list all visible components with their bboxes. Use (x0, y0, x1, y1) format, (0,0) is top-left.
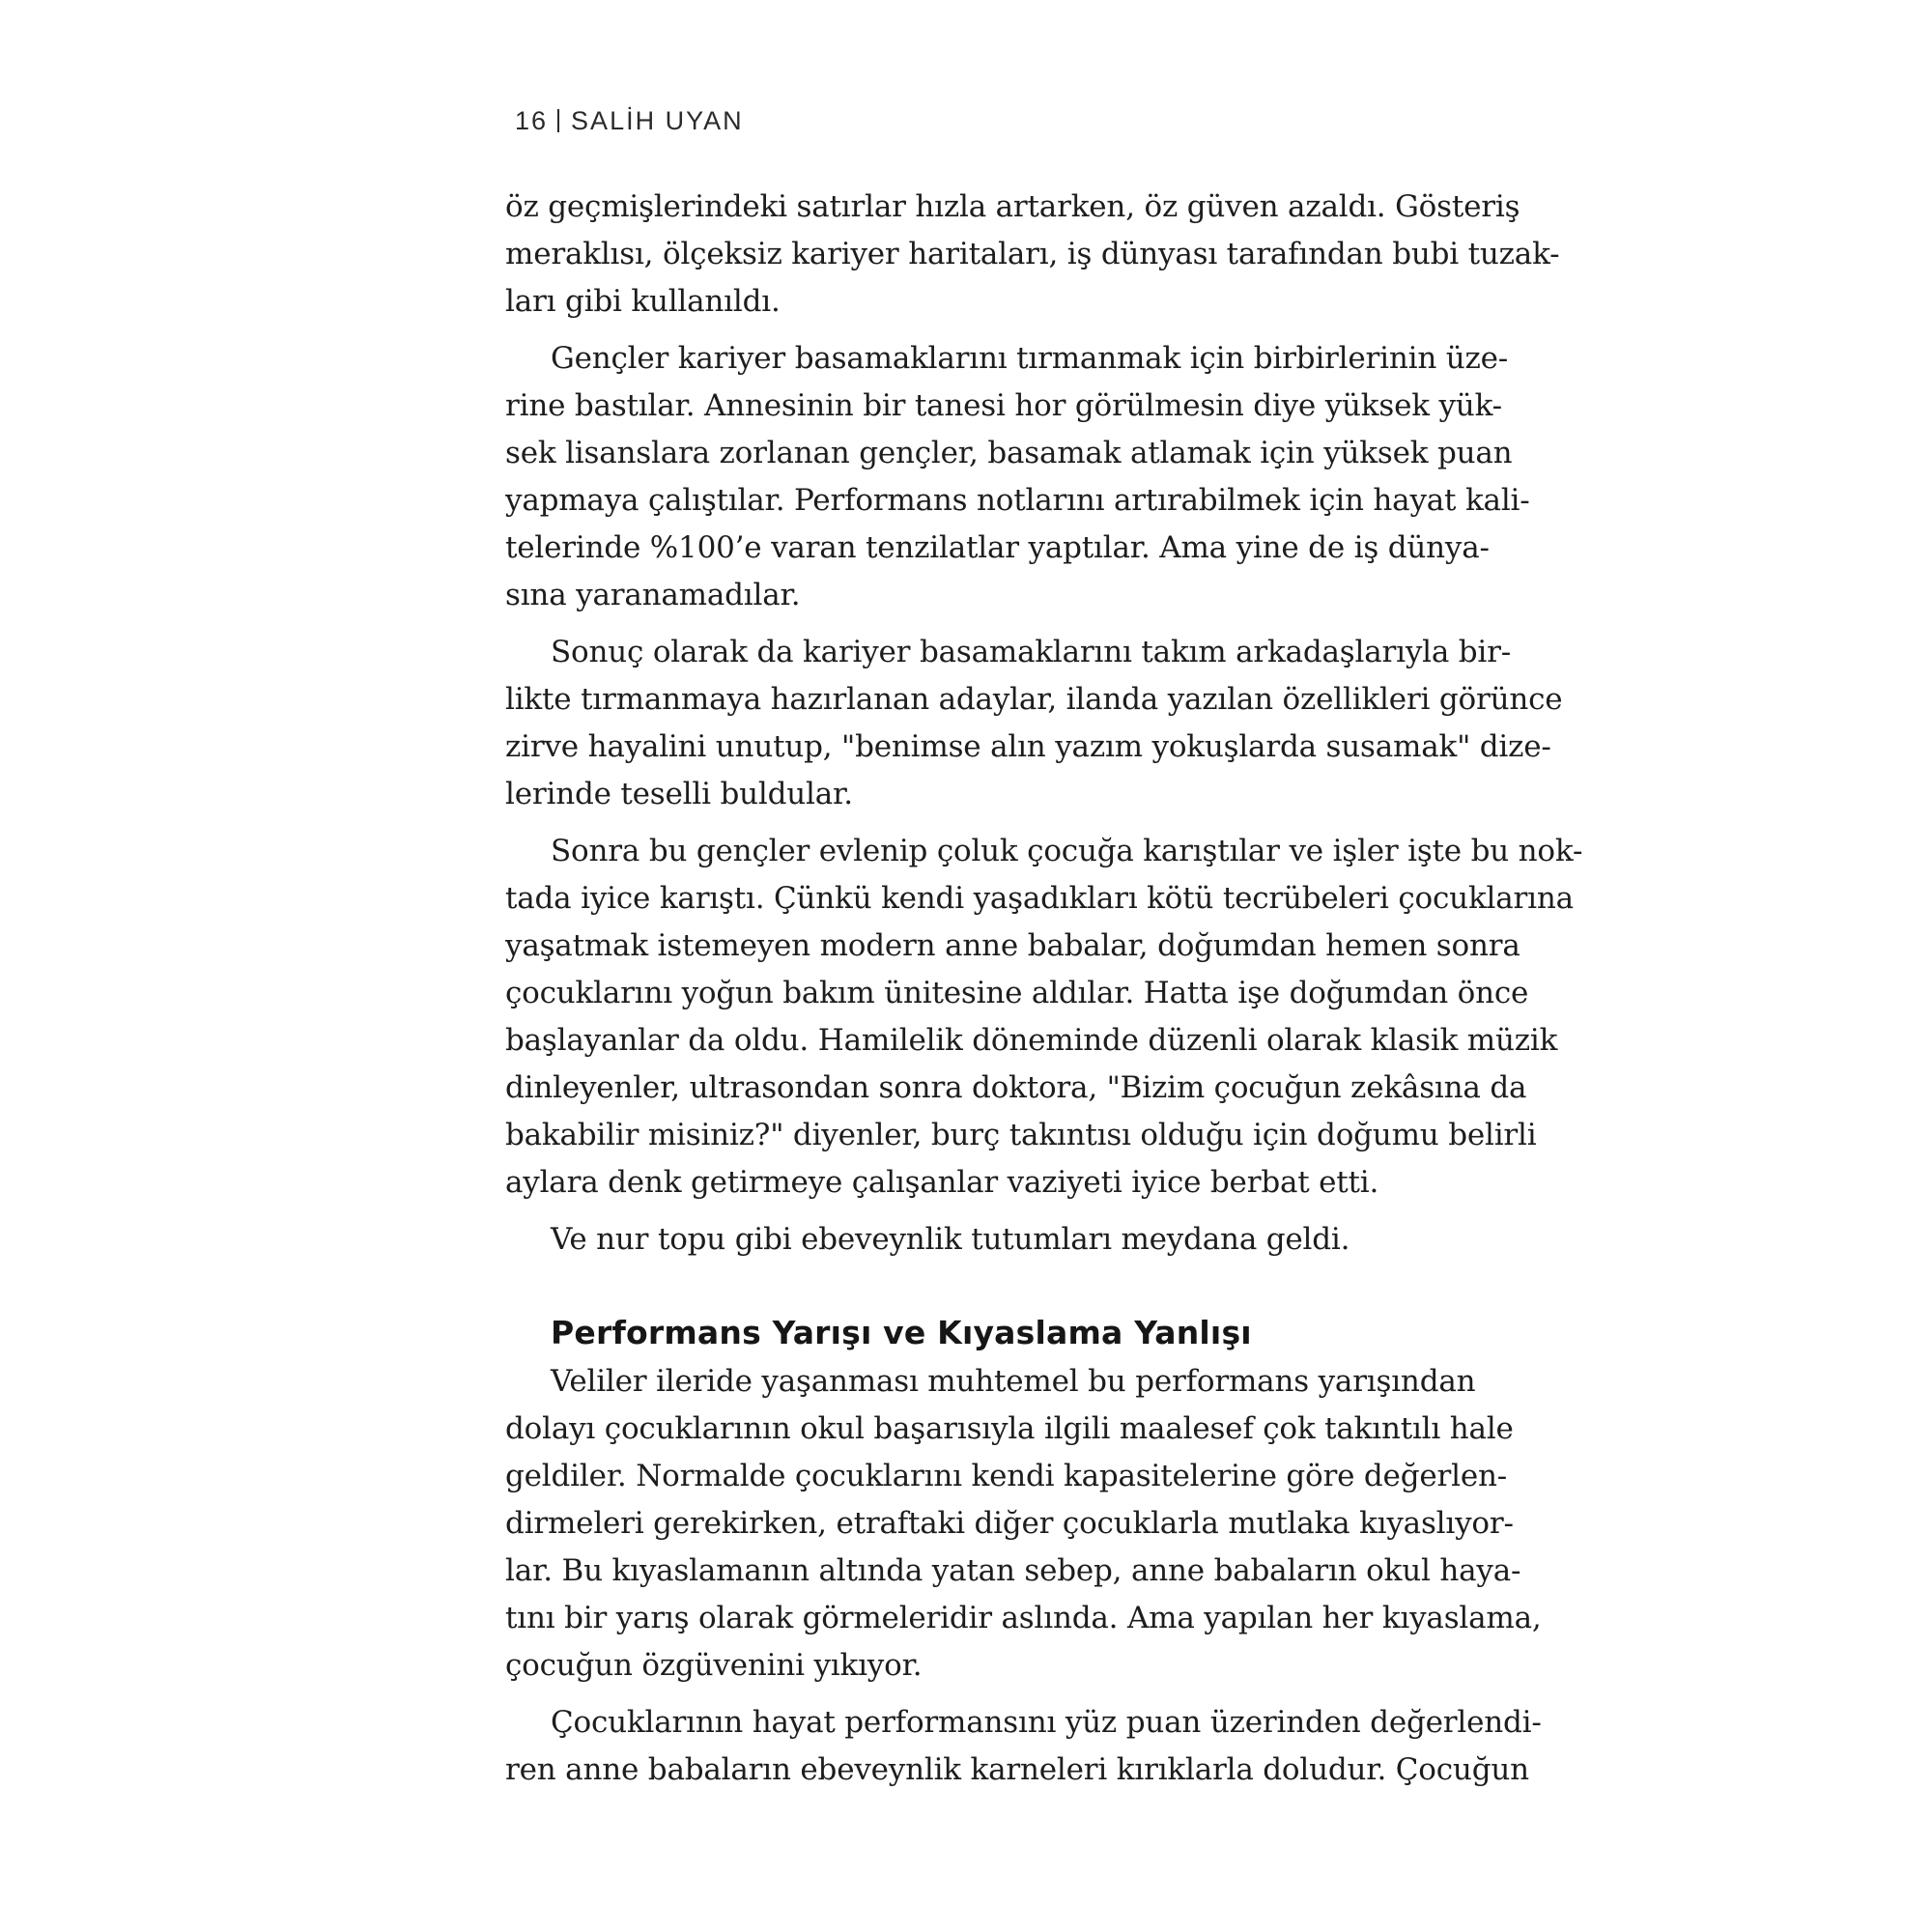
text-line: Ve nur topu gibi ebeveynlik tutumları meydana geldi. (551, 1222, 1350, 1257)
text-line: Veliler ileride yaşanması muhtemel bu performans yarışından (551, 1364, 1476, 1399)
text-line: geldiler. Normalde çocuklarını kendi kapasitelerine göre değerlen- (505, 1459, 1508, 1493)
author-name: SALİH UYAN (571, 106, 744, 135)
text-line: ları gibi kullanıldı. (505, 284, 781, 319)
book-page (505, 0, 1583, 1932)
text-line: tını bir yarış olarak görmeleridir aslında. Ama yapılan her kıyaslama, (505, 1601, 1542, 1635)
text-line: yapmaya çalıştılar. Performans notlarını artırabilmek için hayat kali- (505, 483, 1530, 518)
text-line: sına yaranamadılar. (505, 578, 801, 612)
text-line: likte tırmanmaya hazırlanan adaylar, ilanda yazılan özellikleri görünce (505, 682, 1563, 717)
text-line: dirmeleri gerekirken, etraftaki diğer çocuklarla mutlaka kıyaslıyor- (505, 1506, 1514, 1541)
paragraph (505, 629, 1563, 818)
body-text (505, 184, 1583, 1794)
text-line: dolayı çocuklarının okul başarısıyla ilgili maalesef çok takıntılı hale (505, 1411, 1514, 1446)
running-head (515, 106, 744, 136)
text-line: öz geçmişlerindeki satırlar hızla artarken, öz güven azaldı. Gösteriş (505, 189, 1520, 224)
paragraph (505, 828, 1583, 1207)
text-line: Sonra bu gençler evlenip çoluk çocuğa karıştılar ve işler işte bu nok- (551, 834, 1583, 868)
text-line: lar. Bu kıyaslamanın altında yatan sebep, anne babaların okul haya- (505, 1553, 1521, 1588)
header-separator (557, 109, 559, 132)
text-line: Gençler kariyer basamaklarını tırmanmak için birbirlerinin üze- (551, 341, 1509, 376)
paragraph (505, 1699, 1542, 1794)
paragraph (505, 184, 1560, 326)
text-line: çocuklarını yoğun bakım ünitesine aldılar. Hatta işe doğumdan önce (505, 976, 1529, 1010)
text-line: tada iyice karıştı. Çünkü kendi yaşadıkları kötü tecrübeleri çocuklarına (505, 881, 1574, 916)
text-line: Çocuklarının hayat performansını yüz puan üzerinden değerlendi- (551, 1705, 1542, 1740)
text-line: dinleyenler, ultrasondan sonra doktora, "Bizim çocuğun zekâsına da (505, 1070, 1527, 1105)
text-line: telerinde %100’e varan tenzilatlar yaptılar. Ama yine de iş dünya- (505, 530, 1490, 565)
text-line: çocuğun özgüvenini yıkıyor. (505, 1648, 923, 1683)
page-number: 16 (515, 106, 549, 135)
text-line: başlayanlar da oldu. Hamilelik döneminde düzenli olarak klasik müzik (505, 1023, 1558, 1058)
section-heading: Performans Yarışı ve Kıyaslama Yanlışı (551, 1314, 1252, 1351)
paragraph (505, 1216, 1439, 1264)
text-line: sek lisanslara zorlanan gençler, basamak atlamak için yüksek puan (505, 436, 1513, 470)
text-line: lerinde teselli buldular. (505, 777, 853, 811)
text-line: zirve hayalini unutup, "benimse alın yazım yokuşlarda susamak" dize- (505, 729, 1551, 764)
paragraph (505, 1358, 1542, 1690)
text-line: aylara denk getirmeye çalışanlar vaziyeti iyice berbat etti. (505, 1165, 1379, 1200)
text-line: yaşatmak istemeyen modern anne babalar, doğumdan hemen sonra (505, 928, 1520, 963)
text-line: rine bastılar. Annesinin bir tanesi hor görülmesin diye yüksek yük- (505, 388, 1502, 423)
text-line: ren anne babaların ebeveynlik karneleri kırıklarla doludur. Çocuğun (505, 1752, 1529, 1787)
text-line: meraklısı, ölçeksiz kariyer haritaları, iş dünyası tarafından bubi tuzak- (505, 237, 1560, 271)
text-line: bakabilir misiniz?" diyenler, burç takıntısı olduğu için doğumu belirli (505, 1118, 1537, 1152)
paragraph (505, 335, 1530, 619)
text-line: Sonuç olarak da kariyer basamaklarını takım arkadaşlarıyla bir- (551, 635, 1512, 669)
